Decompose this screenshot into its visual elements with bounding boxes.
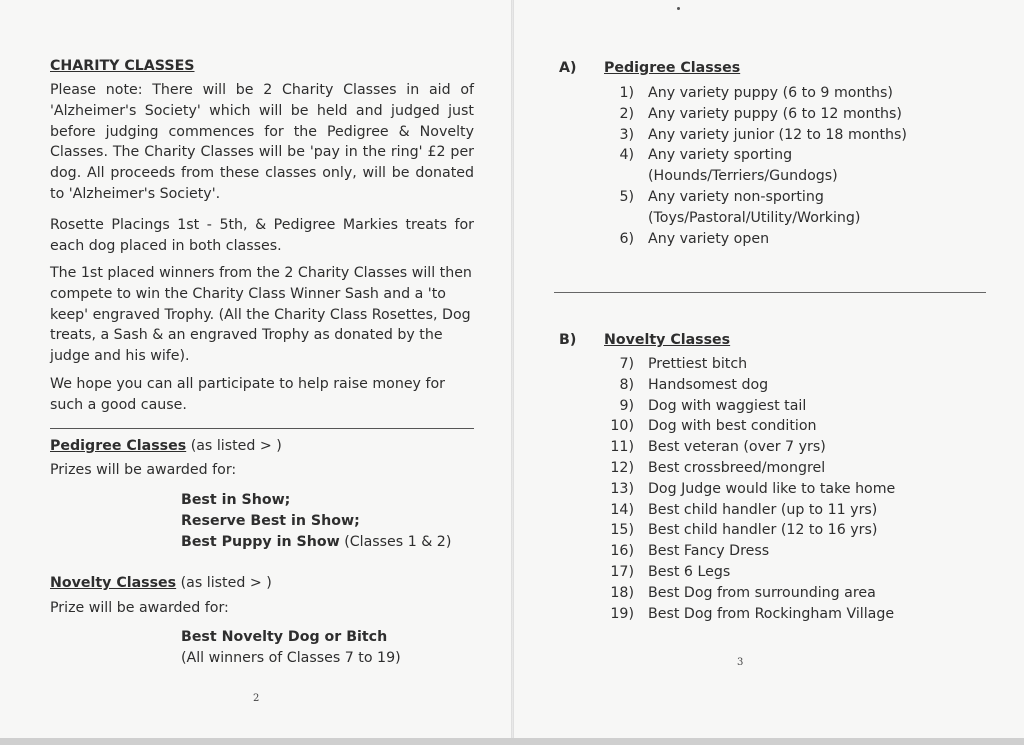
pedigree-classes-suffix: (as listed > )	[186, 438, 282, 454]
class-number: 11)	[610, 439, 634, 456]
class-name: Dog with best condition	[648, 418, 817, 435]
charity-paragraph-1: Please note: There will be 2 Charity Classes in aid of 'Alzheimer's Society' which will be held and judged just before judging commences for the Pedigree & Novelty Classes. The Charity Classes will be 'pay in the ring' £2 per dog. All proceeds from these classes only, will be donated to 'Alzheimer's Society'.	[50, 82, 474, 202]
class-number: 15)	[610, 522, 634, 539]
class-name: Best child handler (up to 11 yrs)	[648, 501, 878, 518]
class-number: 16)	[610, 543, 634, 560]
class-name-detail: (Hounds/Terriers/Gundogs)	[648, 168, 838, 185]
prize-best-novelty-note: (All winners of Classes 7 to 19)	[181, 650, 401, 666]
class-name: Any variety sporting	[648, 147, 793, 164]
novelty-classes-line	[50, 573, 272, 594]
charity-classes-heading: CHARITY CLASSES	[50, 58, 195, 74]
class-name: Dog with waggiest tail	[648, 397, 807, 414]
charity-paragraph-4: We hope you can all participate to help raise money for such a good cause.	[50, 376, 445, 413]
prize-reserve-best-in-show: Reserve Best in Show;	[181, 513, 360, 529]
novelty-prize-intro: Prize will be awarded for:	[50, 600, 229, 616]
class-name: Best veteran (over 7 yrs)	[648, 439, 826, 456]
class-name: Best crossbreed/mongrel	[648, 460, 826, 476]
pedigree-prizes-intro: Prizes will be awarded for:	[50, 462, 237, 478]
class-name: Any variety open	[648, 230, 770, 247]
novelty-classes-suffix: (as listed > )	[176, 575, 272, 591]
class-name: Prettiest bitch	[648, 356, 748, 372]
class-name: Best Dog from Rockingham Village	[648, 605, 895, 622]
class-name: Best Fancy Dress	[648, 543, 770, 560]
class-name: Dog Judge would like to take home	[648, 480, 896, 497]
class-number: 8)	[619, 376, 634, 393]
class-number: 12)	[610, 460, 634, 476]
class-number: 3)	[619, 126, 634, 143]
section-b-letter: B)	[559, 332, 577, 348]
right-page	[514, 0, 1024, 745]
section-a-letter: A)	[559, 60, 577, 76]
class-number: 9)	[619, 397, 634, 414]
class-number: 6)	[619, 230, 634, 247]
class-name: Any variety junior (12 to 18 months)	[648, 126, 907, 143]
class-number: 18)	[610, 584, 634, 601]
prize-best-puppy: Best Puppy in Show	[181, 534, 340, 550]
pedigree-classes-heading: Pedigree Classes	[50, 438, 187, 454]
class-number: 19)	[610, 605, 634, 622]
class-number: 10)	[610, 418, 634, 435]
class-name: Handsomest dog	[648, 376, 769, 393]
class-name: Any variety puppy (6 to 9 months)	[648, 85, 893, 101]
speck-mark	[677, 7, 680, 10]
class-number: 5)	[619, 189, 634, 205]
class-number: 14)	[610, 501, 634, 518]
charity-paragraph-3: The 1st placed winners from the 2 Charity Classes will then compete to win the Charity Class Winner Sash and a 'to keep' engraved Trophy. (All the Charity Class Rosettes, Dog treats, a Sash & an engraved Trophy as donated by the judge and his wife).	[50, 265, 472, 365]
page-number: 2	[253, 693, 260, 704]
prize-best-in-show: Best in Show;	[181, 492, 291, 508]
page-bottom-edge	[0, 738, 1024, 745]
charity-paragraph-2: Rosette Placings 1st - 5th, & Pedigree Markies treats for each dog placed in both classes.	[50, 217, 474, 254]
class-number: 2)	[619, 105, 634, 122]
prize-best-puppy-note: (Classes 1 & 2)	[339, 534, 452, 550]
class-number: 7)	[619, 356, 634, 372]
class-number: 17)	[610, 564, 634, 580]
section-divider	[50, 428, 474, 429]
class-number: 13)	[610, 480, 634, 497]
page-number-right: 3	[737, 657, 744, 668]
class-number: 1)	[619, 85, 634, 101]
section-b-heading: Novelty Classes	[604, 332, 731, 348]
prize-best-novelty: Best Novelty Dog or Bitch	[181, 629, 388, 645]
prize-best-puppy-line	[181, 532, 451, 553]
class-name: Any variety puppy (6 to 12 months)	[648, 105, 902, 122]
pedigree-classes-line	[50, 436, 282, 457]
novelty-classes-heading: Novelty Classes	[50, 575, 177, 591]
section-a-heading: Pedigree Classes	[604, 60, 741, 76]
class-name: Any variety non-sporting	[648, 189, 824, 205]
class-name: Best Dog from surrounding area	[648, 584, 876, 601]
class-name-detail: (Toys/Pastoral/Utility/Working)	[648, 209, 861, 226]
class-name: Best child handler (12 to 16 yrs)	[648, 522, 878, 539]
class-name: Best 6 Legs	[648, 564, 731, 580]
section-divider-right	[554, 292, 986, 293]
class-number: 4)	[619, 147, 634, 164]
